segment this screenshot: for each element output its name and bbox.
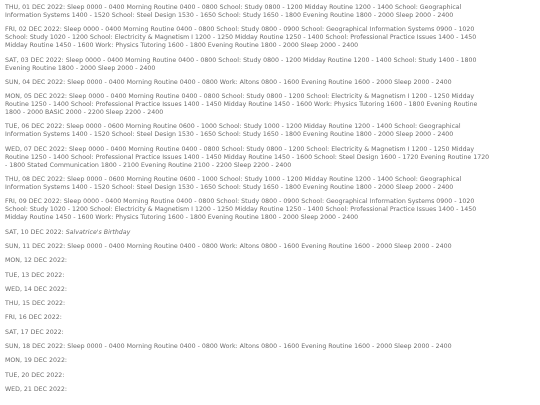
schedule-entry bbox=[5, 4, 535, 20]
schedule-entry-line: MON, 05 DEC 2022: Sleep 0000 - 0400 Morning Routine 0400 - 0800 School: Study 0800 - 1200 School: Electricity & Magnetism I 1200 - 1250 Midday bbox=[5, 93, 475, 101]
schedule-entry-line: Information Systems 1400 - 1520 School: Steel Design 1530 - 1650 School: Study 1650 - 1800 Evening Routine 1800 - 2000 Sleep 2000 - 2400 bbox=[5, 12, 454, 19]
schedule-entry-line: THU, 01 DEC 2022: Sleep 0000 - 0400 Morning Routine 0400 - 0800 School: Study 0800 - 1200 Midday Routine 1200 - 1400 School: Geographical bbox=[5, 4, 462, 11]
schedule-entry-line: Information Systems 1400 - 1520 School: Steel Design 1530 - 1650 School: Study 1650 - 1800 Evening Routine 1800 - 2000 Sleep 2000 - 2400 bbox=[5, 184, 454, 192]
schedule-entry-line: SUN, 18 DEC 2022: Sleep 0000 - 0400 Morning Routine 0400 - 0800 Work: Altons 0800 - 1600 Evening Routine 1600 - 2000 Sleep 2000 - 2400 bbox=[5, 343, 452, 351]
schedule-entry-line: THU, 08 DEC 2022: Sleep 0000 - 0600 Morning Routine 0600 - 1000 School: Study 1000 - 1200 Midday Routine 1200 - 1400 School: Geographical bbox=[5, 176, 462, 184]
schedule-entry bbox=[5, 257, 535, 265]
schedule-entry bbox=[5, 176, 535, 192]
schedule-entry-line: 1800 - 2000 BASIC 2000 - 2200 Sleep 2200 - 2400 bbox=[5, 109, 164, 117]
schedule-entry-line: SUN, 11 DEC 2022: Sleep 0000 - 0400 Morning Routine 0400 - 0800 Work: Altons 0800 - 1600 Evening Routine 1600 - 2000 Sleep 2000 - 2400 bbox=[5, 242, 452, 250]
schedule-entry-line: Midday Routine 1450 - 1600 Work: Physics Tutoring 1600 - 1800 Evening Routine 1800 - 2000 Sleep 2000 - 2400 bbox=[5, 42, 359, 50]
schedule-entry-line: SAT, 03 DEC 2022: Sleep 0000 - 0400 Morning Routine 0400 - 0800 School: Study 0800 - 1200 Midday Routine 1200 - 1400 School: Study 1400 - 1800 bbox=[5, 56, 477, 64]
schedule-entry-line bbox=[5, 229, 535, 237]
schedule-entry-line: Routine 1250 - 1400 School: Professional Practice Issues 1400 - 1450 Midday Routine 1450 - 1600 Work: Physics Tutoring 1600 - 1800 Evening Routine bbox=[5, 101, 478, 109]
schedule-entry bbox=[5, 79, 535, 87]
schedule-entry-line: WED, 07 DEC 2022: Sleep 0000 - 0400 Morning Routine 0400 - 0800 School: Study 0800 - 1200 School: Electricity & Magnetism I 1200 - 1250 Midday bbox=[5, 145, 475, 153]
schedule-entry-line: THU, 15 DEC 2022: bbox=[5, 300, 66, 308]
schedule-entry-line: WED, 14 DEC 2022: bbox=[5, 285, 67, 293]
schedule-entry-line: Evening Routine 1800 - 2000 Sleep 2000 - 2400 bbox=[5, 64, 156, 72]
schedule-entry bbox=[5, 26, 535, 50]
schedule-entry-line: MON, 12 DEC 2022: bbox=[5, 257, 68, 265]
schedule-entry bbox=[5, 372, 535, 380]
schedule-entry-line: Information Systems 1400 - 1520 School: Steel Design 1530 - 1650 School: Study 1650 - 1800 Evening Routine 1800 - 2000 Sleep 2000 - 2400 bbox=[5, 131, 454, 139]
schedule-entry bbox=[5, 343, 535, 351]
schedule-entry-line: FRI, 02 DEC 2022: Sleep 0000 - 0400 Morning Routine 0400 - 0800 School: Study 0800 - 0900 School: Geographical Information Systems 0900 - 1020 bbox=[5, 26, 475, 34]
schedule-entry-line: School: Study 1020 - 1200 School: Electricity & Magnetism I 1200 - 1250 Midday Routine 1250 - 1400 School: Professional Practice Issues 1400 - 1450 bbox=[5, 34, 477, 42]
schedule-entry-line: SUN, 04 DEC 2022: Sleep 0000 - 0400 Morning Routine 0400 - 0800 Work: Altons 0800 - 1600 Evening Routine 1600 - 2000 Sleep 2000 - 2400 bbox=[5, 78, 452, 86]
schedule-entry bbox=[5, 329, 535, 337]
schedule-entry bbox=[5, 146, 535, 170]
schedule-entry bbox=[5, 93, 535, 117]
schedule-entry bbox=[5, 357, 535, 365]
schedule-entry-line: TUE, 20 DEC 2022: bbox=[5, 371, 65, 379]
schedule-entry-line: - 1800 Stated Communication 1800 - 2100 Evening Routine 2100 - 2200 Sleep 2200 - 2400 bbox=[5, 161, 292, 169]
schedule-entry-line: FRI, 16 DEC 2022: bbox=[5, 314, 62, 322]
schedule-entry-line: FRI, 09 DEC 2022: Sleep 0000 - 0400 Morning Routine 0400 - 0800 School: Study 0800 - 0900 School: Geographical Information Systems 0900 - 1020 bbox=[5, 198, 475, 206]
schedule-entry-line: Routine 1250 - 1400 School: Professional Practice Issues 1400 - 1450 Midday Routine 1450 - 1600 School: Steel Design 1600 - 1720 Evening Routine 1720 bbox=[5, 153, 490, 161]
schedule-entry-line: TUE, 13 DEC 2022: bbox=[5, 271, 65, 279]
schedule-entry-line: School: Study 1020 - 1200 School: Electricity & Magnetism I 1200 - 1250 Midday Routine 1250 - 1400 School: Professional Practice Issues 1400 - 1450 bbox=[5, 206, 477, 214]
schedule-entry bbox=[5, 286, 535, 294]
schedule-entry-note: Salvatrice's Birthday bbox=[65, 228, 131, 236]
schedule-entry-line: SAT, 17 DEC 2022: bbox=[5, 328, 64, 336]
schedule-entry-line: TUE, 06 DEC 2022: Sleep 0000 - 0600 Morning Routine 0600 - 1000 School: Study 1000 - 1200 Midday Routine 1200 - 1400 School: Geographical bbox=[5, 123, 461, 131]
schedule-entry-line: WED, 21 DEC 2022: bbox=[5, 385, 67, 393]
schedule-entry bbox=[5, 386, 535, 394]
schedule-entry bbox=[5, 198, 535, 222]
schedule-entry bbox=[5, 57, 535, 73]
schedule-entry bbox=[5, 243, 535, 251]
schedule-entry bbox=[5, 300, 535, 308]
schedule-entry-date: SAT, 10 DEC 2022: bbox=[5, 228, 66, 236]
schedule-entry bbox=[5, 272, 535, 280]
schedule-entry-line: MON, 19 DEC 2022: bbox=[5, 357, 68, 365]
schedule-entry bbox=[5, 314, 535, 322]
schedule-entry-line: Midday Routine 1450 - 1600 Work: Physics Tutoring 1600 - 1800 Evening Routine 1800 - 2000 Sleep 2000 - 2400 bbox=[5, 214, 359, 222]
schedule-entry bbox=[5, 123, 535, 139]
schedule-entry bbox=[5, 229, 535, 237]
schedule-entries bbox=[5, 4, 535, 394]
